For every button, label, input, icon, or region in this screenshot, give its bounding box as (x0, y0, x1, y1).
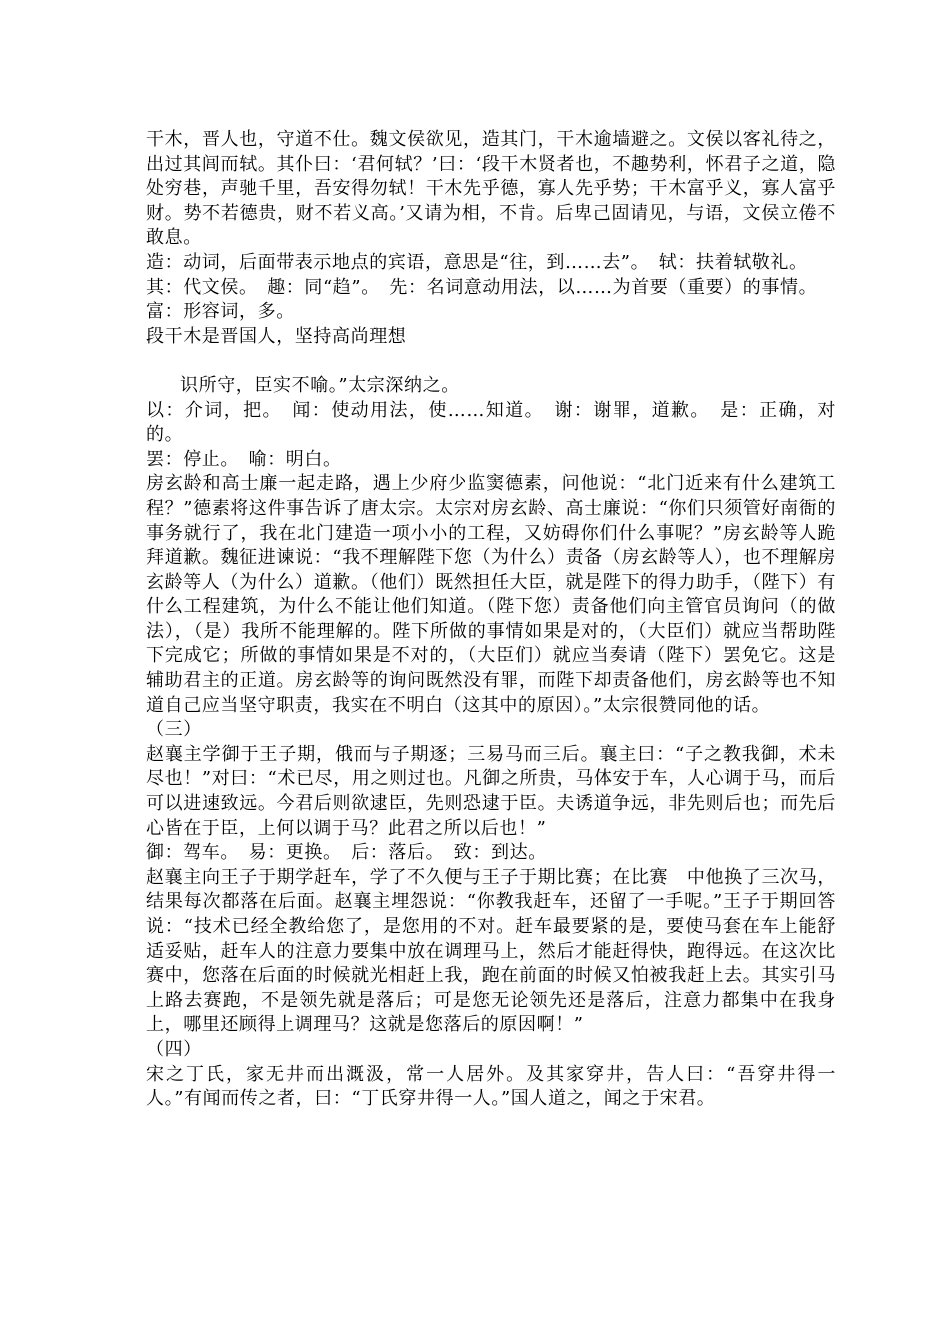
paragraph-gap (146, 349, 836, 374)
translation-duan-ganmu: 段干木是晋国人，坚持高尚理想 (146, 325, 407, 347)
passage-zhao-xiangzhu: 赵襄主学御于王子期，俄而与子期逐；三易马而三后。襄主曰：“子之教我御，术未尽也！”对曰：“术已尽，用之则过也。凡御之所贵，马体安于车，人心调于马，而后可以进速致远。今君后则欲逮臣，先则恐逮于臣。夫诱道争远，非先则后也；而先后心皆在于臣，上何以调于马？此君之所以后也！” (146, 743, 836, 839)
translation-fang-xuanling: 房玄龄和高士廉一起走路，遇上少府少监窦德素，问他说：“北门近来有什么建筑工程？”德素将这件事告诉了唐太宗。太宗对房玄龄、高士廉说：“你们只须管好南衙的事务就行了，我在北门建造一项小小的工程，又妨碍你们什么事呢？”房玄龄等人跪拜道歉。魏征进谏说：“我不理解陛下您（为什么）责备（房玄龄等人），也不理解房玄龄等人（为什么）道歉。（他们）既然担任大臣，就是陛下的得力助手，（陛下）有什么工程建筑，为什么不能让他们知道。（陛下您）责备他们向主管官员询问（的做法），（是）我所不能理解的。陛下所做的事情如果是对的，（大臣们）就应当帮助陛下完成它；所做的事情如果是不对的，（大臣们）就应当奏请（陛下）罢免它。这是辅助君主的正道。房玄龄等的询问既然没有罪，而陛下却责备他们，房玄龄等也不知道自己应当坚守职责，我实在不明白（这其中的原因）。”太宗很赞同他的话。 (146, 473, 836, 716)
annotation-fu: 富：形容词，多。 (146, 301, 295, 323)
section-heading-three: （三） (146, 719, 202, 741)
annotation-qi-qu-xian: 其：代文侯。 趣：同“趋”。 先：名词意动用法，以……为首要（重要）的事情。 (146, 276, 818, 298)
section-heading-four: （四） (146, 1038, 202, 1060)
passage-taizong-end: 识所守，臣实不喻。”太宗深纳之。 (180, 374, 460, 396)
translation-zhao-xiangzhu: 赵襄主向王子于期学赶车，学了不久便与王子于期比赛；在比赛 中他换了三次马，结果每次都落在后面。赵襄主埋怨说：“你教我赶车，还留了一手呢。”王子于期回答说：“技术已经全教给您了，是您用的不对。赶车最要紧的是，要使马套在车上能舒适妥贴，赶车人的注意力要集中放在调理马上，然后才能赶得快，跑得远。在这次比赛中，您落在后面的时候就光相赶上我，跑在前面的时候又怕被我赶上去。其实引马上路去赛跑，不是领先就是落后；可是您无论领先还是落后，注意力都集中在我身上，哪里还顾得上调理马？这就是您落后的原因啊！” (146, 866, 836, 1036)
annotation-yi-wen-xie-shi: 以：介词，把。 闻：使动用法，使……知道。 谢：谢罪，道歉。 是：正确，对的。 (146, 399, 836, 446)
annotation-zao-shi: 造：动词，后面带表示地点的宾语，意思是“往，到……去”。 轼：扶着轼敬礼。 (146, 251, 808, 273)
passage-duan-ganmu: 干木，晋人也，守道不仕。魏文侯欲见，造其门，干木逾墙避之。文侯以客礼待之，出过其闾而轼。其仆曰：‘君何轼？’曰：‘段干木贤者也，不趣势利，怀君子之道，隐处穷巷，声驰千里，吾安得勿轼！干木先乎德，寡人先乎势；干木富乎义，寡人富乎财。势不若德贵，财不若义高。’又请为相，不肯。后卑己固请见，与语，文侯立倦不敢息。 (146, 129, 836, 249)
annotation-yu-yi-hou-zhi: 御：驾车。 易：更换。 后：落后。 致：到达。 (146, 842, 547, 864)
annotation-ba-yu: 罢：停止。 喻：明白。 (146, 448, 342, 470)
passage-ding-shi: 宋之丁氏，家无井而出溉汲，常一人居外。及其家穿井，告人曰：“吾穿井得一人。”有闻而传之者，曰：“丁氏穿井得一人。”国人道之，闻之于宋君。 (146, 1063, 836, 1110)
document-page (146, 128, 836, 1112)
